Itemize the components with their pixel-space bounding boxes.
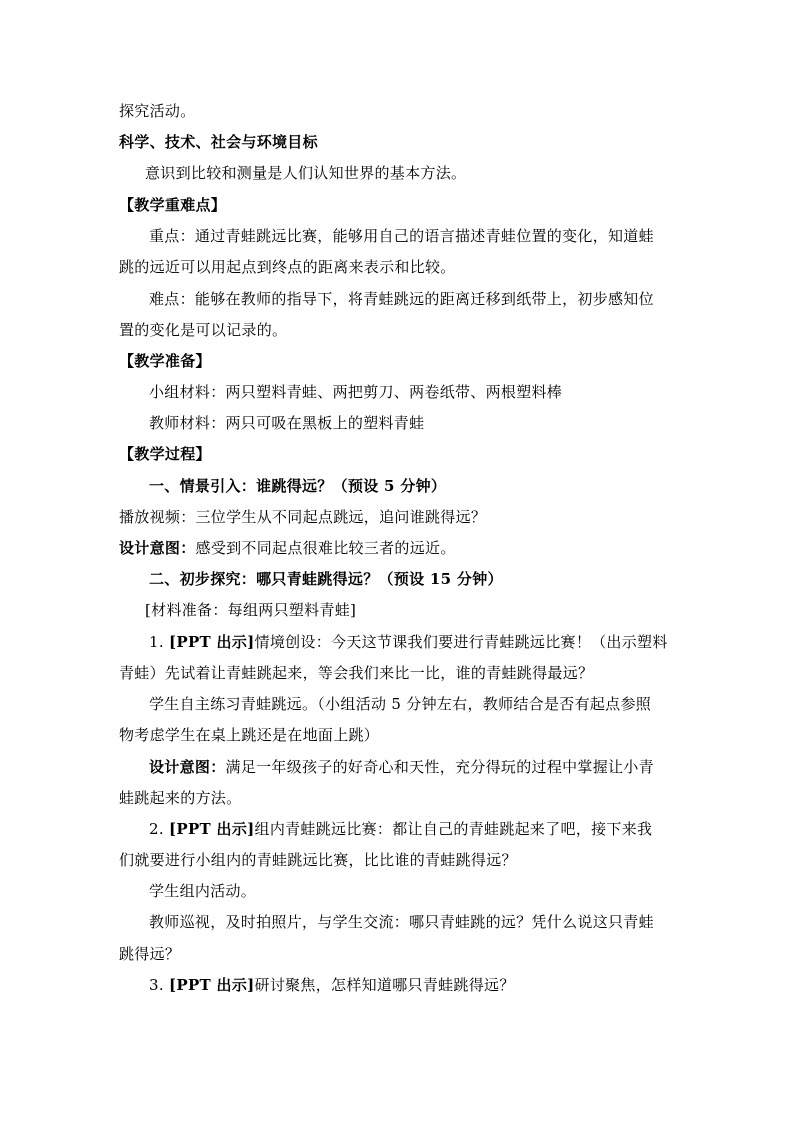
design-intent-line: 设计意图：感受到不同起点很难比较三者的远近。 (119, 539, 456, 557)
paragraph-line: 难点：能够在教师的指导下，将青蛙跳远的距离迁移到纸带上，初步感知位 (149, 290, 654, 308)
paragraph-line: 学生自主练习青蛙跳远。（小组活动 5 分钟左右，教师结合是否有起点参照 (149, 695, 652, 713)
paragraph-line: 青蛙）先试着让青蛙跳起来，等会我们来比一比，谁的青蛙跳得最远？ (119, 664, 594, 682)
subsection-heading: 二、初步探究：哪只青蛙跳得远？（预设 15 分钟） (149, 570, 503, 588)
paragraph-line: 跳得远？ (119, 945, 181, 963)
design-intent-line: 设计意图：满足一年级孩子的好奇心和天性，充分得玩的过程中掌握让小青 (149, 758, 654, 776)
paragraph-line: 小组材料：两只塑料青蛙、两把剪刀、两卷纸带、两根塑料棒 (149, 383, 563, 401)
paragraph-line: 蛙跳起来的方法。 (119, 789, 242, 807)
paragraph-line: 重点：通过青蛙跳远比赛，能够用自己的语言描述青蛙位置的变化，知道蛙 (149, 227, 654, 245)
section-heading: 科学、技术、社会与环境目标 (119, 133, 318, 151)
paragraph-line: 跳的远近可以用起点到终点的距离来表示和比较。 (119, 258, 456, 276)
step-line: 3. [PPT 出示]研讨聚焦，怎样知道哪只青蛙跳得远？ (149, 976, 515, 994)
section-heading: 【教学过程】 (119, 445, 211, 463)
paragraph-line: 教师材料：两只可吸在黑板上的塑料青蛙 (149, 414, 425, 432)
paragraph-line: [材料准备：每组两只塑料青蛙] (145, 601, 357, 619)
paragraph-line: 意识到比较和测量是人们认知世界的基本方法。 (145, 164, 467, 182)
paragraph-line: 物考虑学生在桌上跳还是在地面上跳） (119, 726, 380, 744)
paragraph-line: 们就要进行小组内的青蛙跳远比赛，比比谁的青蛙跳得远？ (119, 851, 517, 869)
section-heading: 【教学准备】 (119, 352, 211, 370)
paragraph-line: 探究活动。 (119, 102, 196, 120)
paragraph-line: 置的变化是可以记录的。 (119, 321, 288, 339)
subsection-heading: 一、情景引入：谁跳得远？（预设 5 分钟） (149, 477, 447, 495)
paragraph-line: 播放视频：三位学生从不同起点跳远，追问谁跳得远？ (119, 508, 487, 526)
section-heading: 【教学重难点】 (119, 196, 227, 214)
paragraph-line: 教师巡视，及时拍照片，与学生交流：哪只青蛙跳的远？凭什么说这只青蛙 (149, 913, 654, 931)
paragraph-line: 学生组内活动。 (149, 882, 257, 900)
step-line: 2. [PPT 出示]组内青蛙跳远比赛：都让自己的青蛙跳起来了吧，接下来我 (149, 820, 653, 838)
step-line: 1. [PPT 出示]情境创设：今天这节课我们要进行青蛙跳远比赛！（出示塑料 (149, 633, 668, 651)
